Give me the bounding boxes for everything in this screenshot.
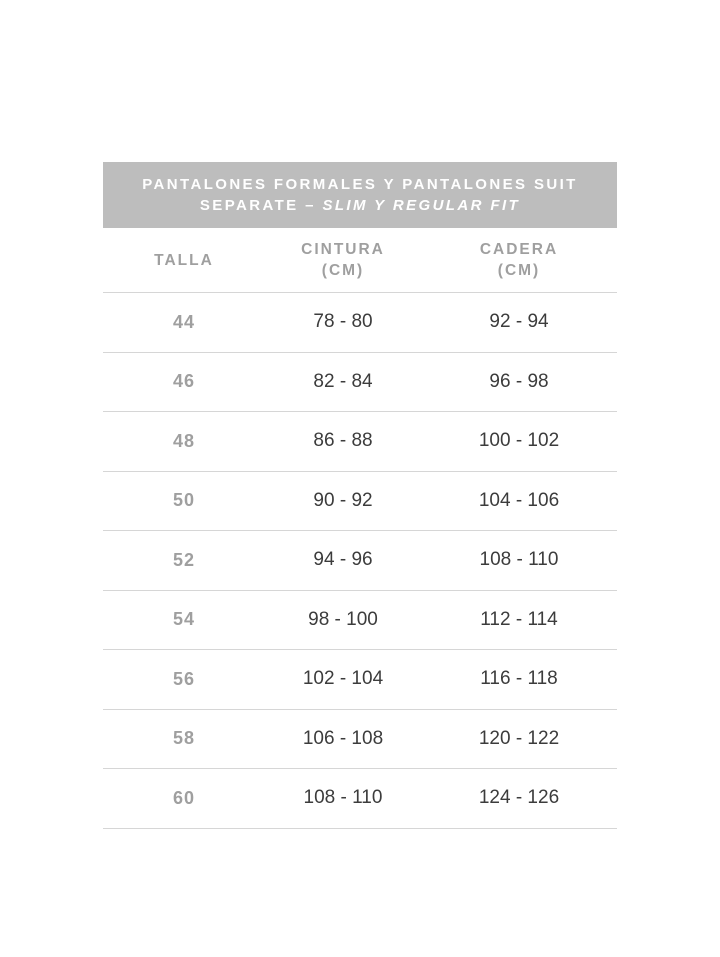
cell-cintura: 90 - 92 (313, 489, 373, 511)
cell-cintura: 86 - 88 (313, 430, 373, 452)
cell-talla: 50 (172, 490, 196, 511)
chart-title-line1: PANTALONES FORMALES Y PANTALONES SUIT (142, 176, 578, 193)
cell-cintura: 102 - 104 (302, 668, 384, 690)
cell-cintura: 108 - 110 (303, 787, 383, 809)
cell-talla: 52 (172, 549, 196, 570)
column-header-cadera-label: CADERA (479, 241, 559, 258)
table-row (103, 768, 617, 828)
cell-cadera: 116 - 118 (480, 668, 558, 690)
table-header-row (103, 228, 617, 292)
column-header-talla (103, 250, 265, 271)
chart-title-line2 (103, 195, 617, 216)
table-row (103, 649, 617, 709)
column-header-cintura (265, 239, 421, 281)
cell-cintura: 78 - 80 (313, 311, 373, 333)
column-header-cintura-unit: (CM) (321, 262, 365, 279)
cell-talla: 58 (172, 728, 196, 749)
table-row (103, 530, 617, 590)
table-row (103, 352, 617, 412)
chart-title-line2-regular: SEPARATE – (199, 197, 323, 214)
column-header-talla-label: TALLA (154, 251, 214, 269)
cell-cadera: 112 - 114 (480, 608, 558, 630)
table-row (103, 292, 617, 352)
table-body (103, 292, 617, 829)
cell-cadera: 108 - 110 (479, 549, 559, 571)
cell-cadera: 96 - 98 (489, 370, 549, 392)
cell-talla: 46 (172, 371, 196, 392)
cell-cadera: 104 - 106 (478, 489, 560, 511)
cell-cintura: 94 - 96 (313, 549, 373, 571)
cell-talla: 54 (172, 609, 196, 630)
chart-title-line2-italic: SLIM Y REGULAR FIT (322, 197, 521, 214)
cell-cadera: 120 - 122 (478, 727, 560, 749)
table-row (103, 709, 617, 769)
size-chart (103, 162, 617, 829)
cell-cadera: 100 - 102 (478, 430, 560, 452)
table-row (103, 590, 617, 650)
column-header-cadera (421, 239, 617, 281)
cell-cadera: 124 - 126 (478, 787, 560, 809)
cell-cintura: 98 - 100 (308, 608, 378, 630)
table-row (103, 471, 617, 531)
cell-cintura: 106 - 108 (302, 727, 384, 749)
cell-talla: 60 (172, 787, 196, 808)
cell-cintura: 82 - 84 (313, 370, 373, 392)
chart-title-banner (103, 162, 617, 228)
column-header-cintura-label: CINTURA (301, 241, 385, 258)
column-header-cadera-unit: (CM) (497, 262, 541, 279)
cell-cadera: 92 - 94 (489, 311, 549, 333)
table-row (103, 411, 617, 471)
cell-talla: 48 (172, 430, 196, 451)
cell-talla: 44 (172, 311, 196, 332)
cell-talla: 56 (172, 668, 196, 689)
